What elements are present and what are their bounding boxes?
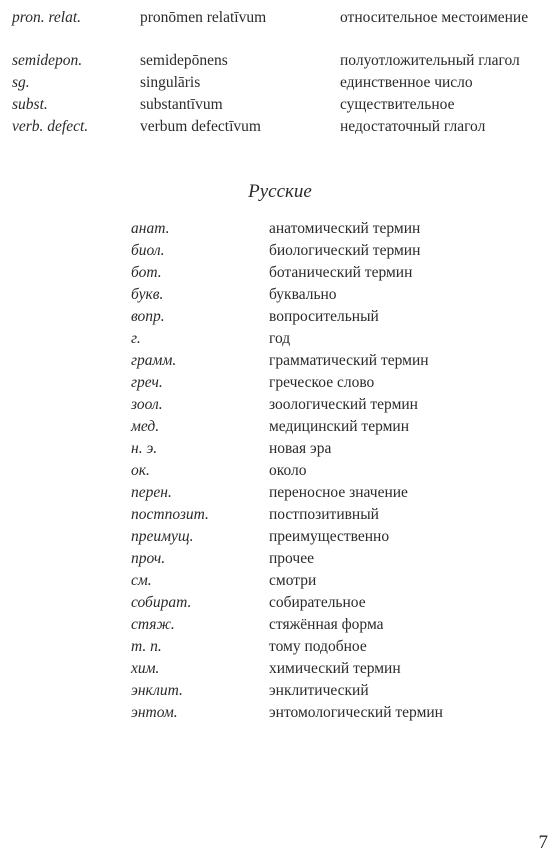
list-item — [0, 328, 560, 350]
list-item — [0, 262, 560, 284]
list-item — [0, 116, 560, 138]
meaning: энклитический — [269, 682, 369, 699]
meaning: смотри — [269, 572, 317, 589]
abbreviation: бот. — [131, 264, 162, 281]
abbreviation: sg. — [12, 74, 30, 91]
meaning: около — [269, 462, 307, 479]
russian-abbreviations-list — [0, 218, 560, 724]
latin-term: singulāris — [140, 74, 201, 91]
meaning: греческое слово — [269, 374, 375, 391]
meaning: новая эра — [269, 440, 332, 457]
russian-meaning: недостаточный глагол — [340, 118, 486, 135]
section-title: Русские — [248, 181, 312, 202]
list-item — [0, 350, 560, 372]
abbreviation: проч. — [131, 550, 166, 567]
list-item — [0, 460, 560, 482]
list-item — [0, 284, 560, 306]
list-item — [0, 548, 560, 570]
latin-abbreviations-list — [0, 7, 560, 138]
meaning: переносное значение — [269, 484, 408, 501]
russian-meaning: относительное местоимение — [340, 9, 529, 26]
abbreviation: стяж. — [131, 616, 175, 633]
abbreviation: перен. — [131, 484, 172, 501]
list-item — [0, 7, 560, 50]
list-item — [0, 592, 560, 614]
list-item — [0, 372, 560, 394]
meaning: зоологический термин — [269, 396, 418, 413]
list-item — [0, 72, 560, 94]
abbreviation: преимущ. — [131, 528, 194, 545]
latin-term: semidepōnens — [140, 52, 228, 69]
list-item — [0, 416, 560, 438]
abbreviation: букв. — [131, 286, 164, 303]
abbreviation: subst. — [12, 96, 48, 113]
list-item — [0, 240, 560, 262]
latin-term: pronōmen relatīvum — [140, 9, 267, 26]
meaning: преимущественно — [269, 528, 390, 545]
list-item — [0, 504, 560, 526]
russian-meaning: полуотложительный глагол — [340, 52, 520, 69]
meaning: собирательное — [269, 594, 366, 611]
meaning: тому подобное — [269, 638, 367, 655]
abbreviation: биол. — [131, 242, 165, 259]
list-item — [0, 526, 560, 548]
list-item — [0, 482, 560, 504]
meaning: прочее — [269, 550, 314, 567]
list-item — [0, 438, 560, 460]
meaning: грамматический термин — [269, 352, 429, 369]
abbreviation: pron. relat. — [12, 9, 82, 26]
meaning: анатомический термин — [269, 220, 421, 237]
list-item — [0, 614, 560, 636]
list-item — [0, 570, 560, 592]
meaning: ботанический термин — [269, 264, 413, 281]
page-number: 7 — [538, 832, 548, 853]
meaning: медицинский термин — [269, 418, 409, 435]
russian-meaning: существительное — [340, 96, 455, 113]
abbreviation: анат. — [131, 220, 170, 237]
abbreviation: грамм. — [131, 352, 177, 369]
list-item — [0, 218, 560, 240]
list-item — [0, 636, 560, 658]
list-item — [0, 306, 560, 328]
list-item — [0, 94, 560, 116]
abbreviation: мед. — [131, 418, 160, 435]
abbreviation: ок. — [131, 462, 150, 479]
meaning: стяжённая форма — [269, 616, 384, 633]
abbreviation: собират. — [131, 594, 192, 611]
list-item — [0, 658, 560, 680]
abbreviation: см. — [131, 572, 152, 589]
abbreviation: хим. — [131, 660, 160, 677]
meaning: буквально — [269, 286, 337, 303]
meaning: вопросительный — [269, 308, 379, 325]
abbreviation: энклит. — [131, 682, 183, 699]
meaning: год — [269, 330, 291, 347]
russian-meaning: единственное число — [340, 74, 473, 91]
meaning: биологический термин — [269, 242, 421, 259]
list-item — [0, 702, 560, 724]
latin-term: substantīvum — [140, 96, 223, 113]
latin-term: verbum defectīvum — [140, 118, 261, 135]
abbreviation: греч. — [131, 374, 163, 391]
abbreviation: г. — [131, 330, 141, 347]
meaning: химический термин — [269, 660, 401, 677]
list-item — [0, 50, 560, 72]
abbreviation: энтом. — [131, 704, 178, 721]
meaning: энтомологический термин — [269, 704, 443, 721]
abbreviation: verb. defect. — [12, 118, 89, 135]
list-item — [0, 394, 560, 416]
abbreviation: т. п. — [131, 638, 162, 655]
abbreviation: зоол. — [131, 396, 163, 413]
abbreviation: н. э. — [131, 440, 158, 457]
meaning: постпозитивный — [269, 506, 379, 523]
abbreviation: semidepon. — [12, 52, 83, 69]
abbreviation: постпозит. — [131, 506, 209, 523]
list-item — [0, 680, 560, 702]
abbreviation: вопр. — [131, 308, 165, 325]
